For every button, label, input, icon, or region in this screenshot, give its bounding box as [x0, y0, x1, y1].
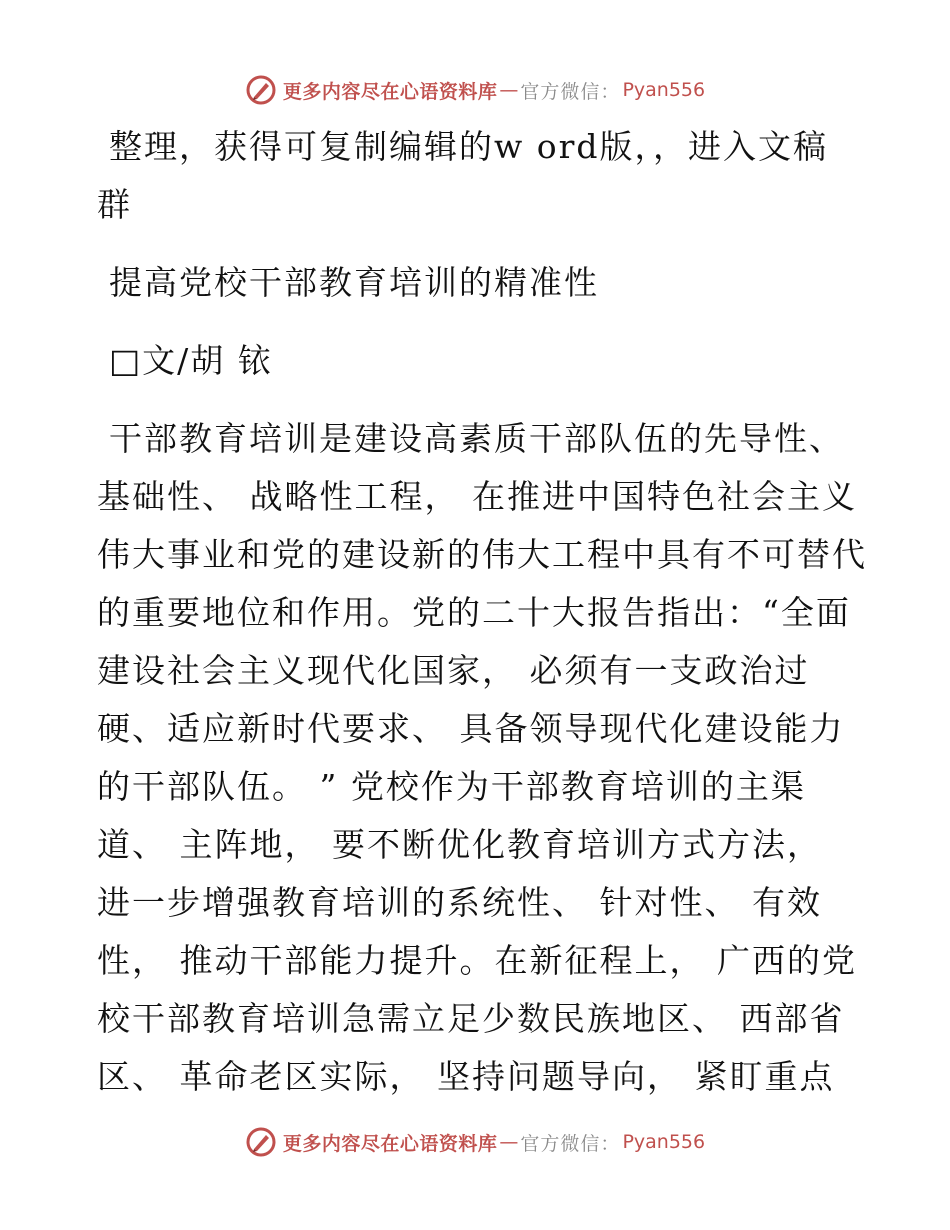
header-watermark [0, 70, 950, 110]
watermark-label: 官方微信： [520, 1132, 621, 1155]
document-body [97, 118, 867, 1106]
body-line: 校干部教育培训急需立足少数民族地区、 西部省 [97, 999, 845, 1038]
body-line: 干部教育培训是建设高素质干部队伍的先导性、 [109, 419, 844, 458]
body-line: 道、 主阵地， 要不断优化教育培训方式方法， [97, 825, 822, 864]
intro-line: 群 [97, 185, 132, 224]
body-line: 的重要地位和作用。党的二十大报告指出：“全面 [97, 593, 851, 632]
footer-watermark [0, 1122, 950, 1162]
article-title: 提高党校干部教育培训的精准性 [109, 263, 599, 302]
body-line: 建设社会主义现代化国家， 必须有一支政治过 [97, 651, 810, 690]
body-line: 基础性、 战略性工程， 在推进中国特色社会主义 [97, 477, 857, 516]
watermark-account: Pyan556 [622, 79, 706, 101]
watermark-dash: — [499, 1131, 519, 1153]
body-line: 硬、适应新时代要求、 具备领导现代化建设能力 [97, 709, 845, 748]
pen-logo-icon [245, 74, 277, 106]
watermark-main-text: 更多内容尽在心语资料库 [282, 80, 498, 103]
watermark-account: Pyan556 [622, 1131, 706, 1153]
body-line: 伟大事业和党的建设新的伟大工程中具有不可替代 [97, 535, 867, 574]
watermark-label: 官方微信： [520, 80, 621, 103]
watermark-dash: — [499, 79, 519, 101]
pen-logo-icon [245, 1126, 277, 1158]
article-author: □文/胡 铱 [109, 341, 273, 380]
body-line: 的干部队伍。 ” 党校作为干部教育培训的主渠 [97, 767, 806, 806]
body-line: 性， 推动干部能力提升。在新征程上， 广西的党 [97, 941, 857, 980]
watermark-main-text: 更多内容尽在心语资料库 [282, 1132, 498, 1155]
body-line: 进一步增强教育培训的系统性、 针对性、 有效 [97, 883, 822, 922]
intro-line: 整理，获得可复制编辑的w ord版，，进入文稿 [109, 127, 829, 166]
body-line: 区、 革命老区实际， 坚持问题导向， 紧盯重点 [97, 1057, 835, 1096]
